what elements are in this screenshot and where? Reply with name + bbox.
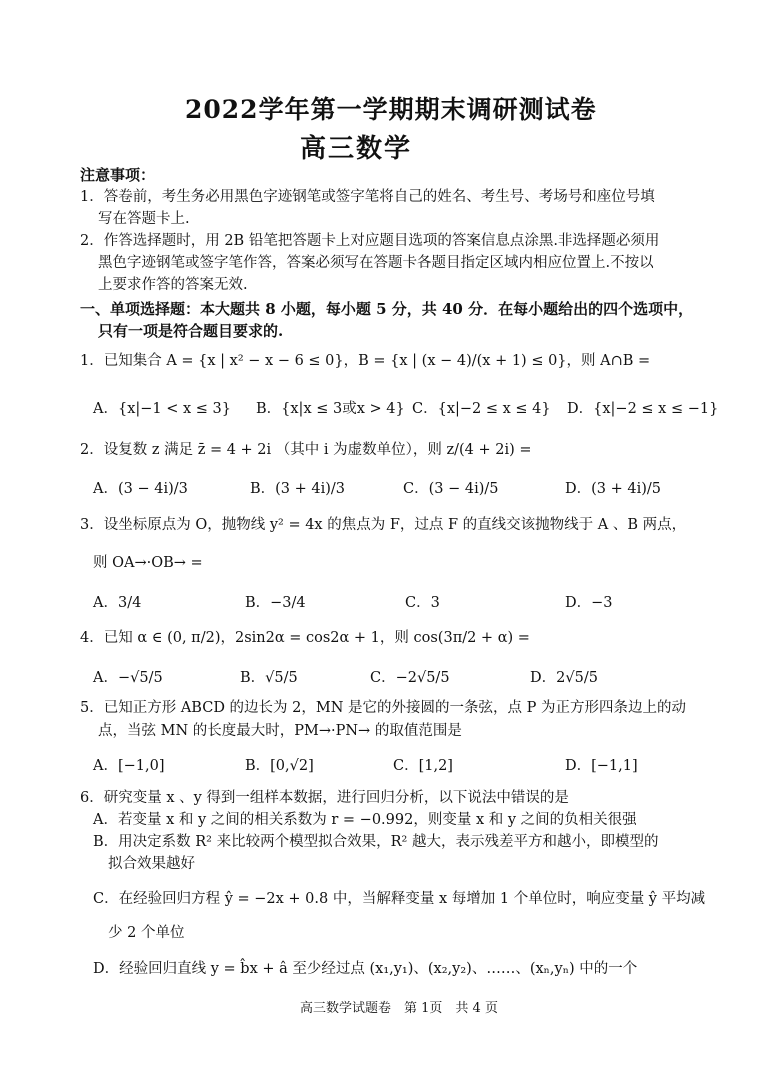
notice-item-2-line-3: 上要求作答的答案无效. <box>98 277 248 293</box>
question-6-option-a: A．若变量 x 和 y 之间的相关系数为 r = −0.992，则变量 x 和 y 之间的负相关很强 <box>93 812 637 828</box>
notice-heading: 注意事项： <box>80 166 156 184</box>
question-6-option-c-line-1: C．在经验回归方程 ŷ = −2x + 0.8 中，当解释变量 x 每增加 1 个单位时，响应变量 ŷ 平均减 <box>93 891 706 907</box>
question-5-option-a: A．[−1,0] <box>93 758 165 774</box>
question-2-option-c: C．(3 − 4i)/5 <box>403 481 499 497</box>
question-6-option-b-line-2: 拟合效果越好 <box>108 856 195 872</box>
question-4-option-b: B．√5/5 <box>240 670 298 686</box>
notice-item-1-line-1: 1．答卷前，考生务必用黑色字迹钢笔或签字笔将自己的姓名、考生号、考场号和座位号填 <box>80 189 655 205</box>
question-1-option-c: C．{x|−2 ≤ x ≤ 4} <box>412 401 551 417</box>
question-4-option-c: C．−2√5/5 <box>370 670 450 686</box>
question-5-option-b: B．[0,√2] <box>245 758 314 774</box>
question-2-stem: 2．设复数 z 满足 z̄ = 4 + 2i （其中 i 为虚数单位），则 z/(4 + 2i) = <box>80 442 532 458</box>
question-3-option-b: B．−3/4 <box>245 595 306 611</box>
page-subtitle: 高三数学 <box>300 134 413 164</box>
question-3-option-a: A．3/4 <box>93 595 142 611</box>
question-6-option-c-line-2: 少 2 个单位 <box>108 925 185 941</box>
question-1-option-d: D．{x|−2 ≤ x ≤ −1} <box>567 401 719 417</box>
question-2-option-d: D．(3 + 4i)/5 <box>565 481 662 497</box>
notice-item-1-line-2: 写在答题卡上. <box>98 211 190 227</box>
question-3-option-d: D．−3 <box>565 595 613 611</box>
question-1-option-b: B．{x|x ≤ 3或x > 4} <box>256 401 405 417</box>
question-6-option-b-line-1: B．用决定系数 R² 来比较两个模型拟合效果，R² 越大，表示残差平方和越小，即模型的 <box>93 834 659 850</box>
question-6-stem: 6．研究变量 x 、y 得到一组样本数据，进行回归分析，以下说法中错误的是 <box>80 790 569 806</box>
question-2-option-b: B．(3 + 4i)/3 <box>250 481 346 497</box>
question-1-option-a: A．{x|−1 < x ≤ 3} <box>93 401 231 417</box>
question-5-option-d: D．[−1,1] <box>565 758 638 774</box>
question-4-option-a: A．−√5/5 <box>93 670 163 686</box>
section-heading-line-2: 只有一项是符合题目要求的. <box>98 322 284 340</box>
question-6-option-d: D．经验回归直线 y = b̂x + â 至少经过点 (x₁,y₁)、(x₂,y₂)、……、(xₙ,yₙ) 中的一个 <box>93 961 638 977</box>
question-4-option-d: D．2√5/5 <box>530 670 598 686</box>
question-3-stem-line-2: 则 OA→·OB→ = <box>93 555 203 571</box>
question-5-stem-line-1: 5．已知正方形 ABCD 的边长为 2，MN 是它的外接圆的一条弦，点 P 为正方形四条边上的动 <box>80 700 687 716</box>
question-3-option-c: C．3 <box>405 595 440 611</box>
question-2-option-a: A．(3 − 4i)/3 <box>93 481 188 497</box>
question-5-stem-line-2: 点，当弦 MN 的长度最大时，PM→·PN→ 的取值范围是 <box>98 723 462 739</box>
notice-item-2-line-2: 黑色字迹钢笔或签字笔作答，答案必须写在答题卡各题目指定区域内相应位置上.不按以 <box>98 255 654 271</box>
section-heading-line-1: 一、单项选择题：本大题共 8 小题，每小题 5 分，共 40 分．在每小题给出的四个选项中， <box>80 300 694 318</box>
notice-item-2-line-1: 2．作答选择题时，用 2B 铅笔把答题卡上对应题目选项的答案信息点涂黑.非选择题必须用 <box>80 233 660 249</box>
page-footer: 高三数学试题卷 第 1页 共 4 页 <box>300 1001 498 1016</box>
question-1-stem: 1．已知集合 A = {x | x² − x − 6 ≤ 0}，B = {x | (x − 4)/(x + 1) ≤ 0}，则 A∩B = <box>80 353 651 369</box>
question-4-stem: 4．已知 α ∈ (0, π/2)，2sin2α = cos2α + 1，则 cos(3π/2 + α) = <box>80 630 530 646</box>
page-title: 2022学年第一学期期末调研测试卷 <box>185 95 597 124</box>
question-3-stem-line-1: 3．设坐标原点为 O，抛物线 y² = 4x 的焦点为 F，过点 F 的直线交该抛物线于 A 、B 两点， <box>80 517 687 533</box>
question-5-option-c: C．[1,2] <box>393 758 453 774</box>
